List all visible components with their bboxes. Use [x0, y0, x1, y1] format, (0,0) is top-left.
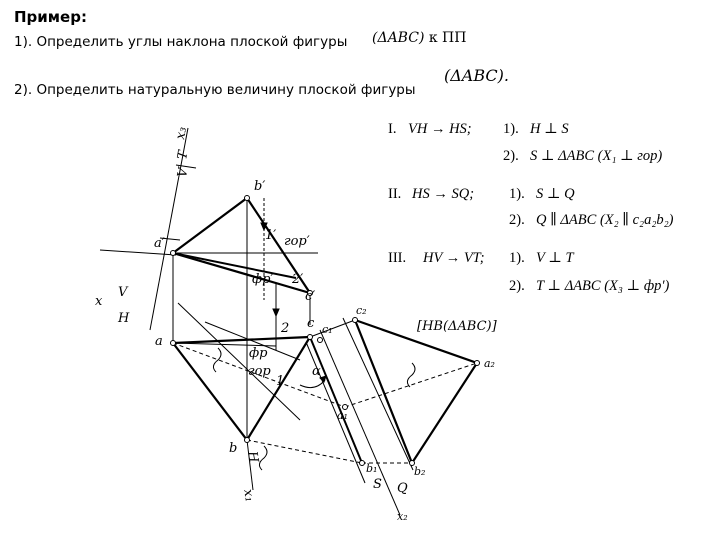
example-heading: Пример: — [14, 8, 87, 26]
label-axis-s2: S — [373, 477, 382, 492]
step-1-sub2: 2). — [503, 148, 519, 164]
label-gor-prime: гор′ — [284, 234, 310, 249]
point-a-prime — [171, 251, 176, 256]
label-fr-prime: фр′ — [252, 272, 274, 287]
task-2-text: 2). Определить натуральную величину плоской фигуры — [14, 82, 416, 98]
step-1-number: I. — [388, 121, 397, 137]
step-3-cond1: V ⊥ T — [536, 250, 574, 266]
label-a2: a₂ — [484, 357, 495, 370]
label-1: 1 — [276, 374, 285, 389]
label-axis-x3: x₃ — [173, 125, 191, 141]
step-3-sub1: 1). — [509, 250, 525, 266]
projection-line-a1 — [343, 318, 413, 470]
point-b-prime — [245, 196, 250, 201]
fr-line-horizontal — [173, 337, 310, 343]
point-a — [171, 341, 176, 346]
steps-block — [388, 121, 674, 294]
label-axis-v: V — [118, 285, 128, 300]
step-2-cond1: S ⊥ Q — [536, 186, 575, 202]
link-b-b1 — [247, 440, 362, 463]
step-3-sub2: 2). — [509, 278, 525, 294]
triangle-horizontal-projection — [173, 337, 310, 440]
axis-x2-line — [320, 330, 400, 515]
step-3 — [388, 250, 670, 294]
label-axis-h1: H — [244, 450, 261, 464]
fr-prime-line — [173, 253, 296, 278]
step-2 — [388, 186, 674, 228]
point-c — [308, 335, 313, 340]
step-2-transform: HS → SQ; — [412, 186, 475, 202]
step-1-sub1: 1). — [503, 121, 519, 137]
label-true-size: [НВ(ΔABC)] — [417, 319, 497, 334]
edge-view-c1b1 — [310, 337, 362, 463]
label-gor: гор — [248, 364, 271, 379]
label-c: c — [307, 316, 315, 331]
point-c2 — [353, 318, 358, 323]
step-2-cond2: Q ∥ ΔABC (X₂ ∥ c₂a₂b₂) — [536, 212, 674, 228]
task-1-suffix: к ПП — [428, 30, 467, 46]
triangle-true-shape — [355, 320, 477, 463]
axis-h-line — [247, 440, 253, 490]
label-a1: a₁ — [337, 409, 348, 422]
label-b: b — [229, 441, 238, 456]
point-b1 — [360, 461, 365, 466]
label-axis-v3: V — [175, 166, 192, 179]
task-1-triangle-abc: (ΔABC) — [372, 30, 425, 46]
label-2-prime: 2′ — [292, 272, 304, 287]
step-1-transform: VH → HS; — [408, 121, 472, 137]
task-1-text: 1). Определить углы наклона плоской фигуры — [14, 34, 348, 50]
arrow-2 — [273, 309, 279, 316]
point-a2 — [475, 361, 480, 366]
label-axis-x: x — [95, 294, 103, 309]
label-axis-q: Q — [397, 481, 408, 496]
step-2-number: II. — [388, 186, 402, 202]
point-b — [245, 438, 250, 443]
label-a: a — [155, 334, 163, 349]
label-axis-x2: x₂ — [397, 510, 408, 523]
label-axis-h: H — [118, 311, 130, 326]
step-3-number: III. — [388, 250, 407, 266]
label-1-prime: 1′ — [265, 228, 277, 243]
label-axis-x1: x₁ — [240, 488, 258, 504]
label-a-prime: a′ — [154, 236, 165, 251]
label-fr: фр — [249, 346, 268, 361]
step-2-sub1: 1). — [509, 186, 525, 202]
step-2-sub2: 2). — [509, 212, 525, 228]
step-1 — [388, 121, 662, 164]
link-a1-a2 — [345, 363, 477, 407]
s-mark-2 — [407, 363, 415, 387]
label-b2: b₂ — [414, 465, 426, 478]
label-b1: b₁ — [366, 462, 378, 475]
step-1-cond1: H ⊥ S — [530, 121, 569, 137]
step-3-cond2: T ⊥ ΔABC (X₃ ⊥ фр′) — [536, 278, 670, 294]
alpha-arc — [300, 380, 325, 388]
step-1-cond2: S ⊥ ΔABC (X₁ ⊥ гор) — [530, 148, 663, 164]
task-2-triangle-abc: (ΔABC). — [444, 66, 509, 85]
point-c1 — [318, 338, 323, 343]
label-b-prime: b′ — [254, 179, 266, 194]
label-c-prime: c′ — [305, 289, 316, 304]
step-3-transform: HV → VT; — [423, 250, 485, 266]
label-c2: c₂ — [356, 304, 367, 317]
label-c1: c₁ — [322, 323, 333, 336]
label-2: 2 — [281, 321, 290, 336]
label-axis-t: T — [175, 149, 192, 161]
label-alpha: α — [312, 364, 321, 379]
